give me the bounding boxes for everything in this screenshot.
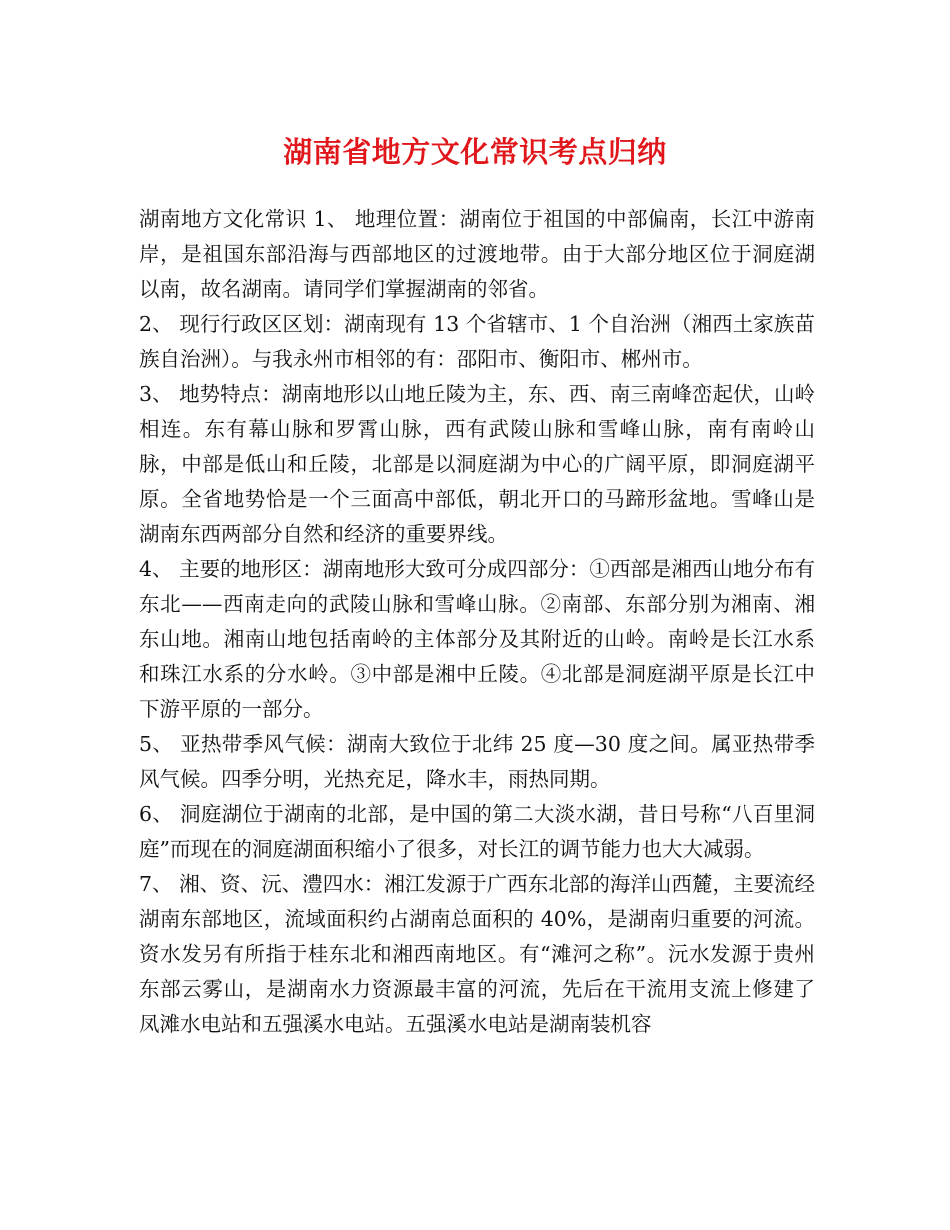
paragraph-5: 5、 亚热带季风气候：湖南大致位于北纬 25 度—30 度之间。属亚热带季风气候。四季分明，光热充足，降水丰，雨热同期。 bbox=[139, 732, 815, 791]
paragraph-1: 湖南地方文化常识 1、 地理位置：湖南位于祖国的中部偏南，长江中游南岸，是祖国东部沿海与西部地区的过渡地带。由于大部分地区位于洞庭湖以南，故名湖南。请同学们掌握湖南的邻省。 bbox=[139, 207, 815, 301]
paragraph-6: 6、 洞庭湖位于湖南的北部，是中国的第二大淡水湖，昔日号称“八百里洞庭”而现在的洞庭湖面积缩小了很多，对长江的调节能力也大大减弱。 bbox=[139, 802, 815, 861]
paragraph-4: 4、 主要的地形区：湖南地形大致可分成四部分：①西部是湘西山地分布有东北——西南走向的武陵山脉和雪峰山脉。②南部、东部分别为湘南、湘东山地。湘南山地包括南岭的主体部分及其附近的山岭。南岭是长江水系和珠江水系的分水岭。③中部是湘中丘陵。④北部是洞庭湖平原是长江中下游平原的一部分。 bbox=[139, 557, 815, 721]
page-title: 湖南省地方文化常识考点归纳 bbox=[283, 135, 667, 169]
paragraph-7: 7、 湘、资、沅、澧四水：湘江发源于广西东北部的海洋山西麓，主要流经湖南东部地区，流域面积约占湖南总面积的 40%，是湖南归重要的河流。资水发另有所指于桂东北和湘西南地区。有“滩河之称”。沅水发源于贵州东部云雾山，是湖南水力资源最丰富的河流，先后在干流用支流上修建了凤滩水电站和五强溪水电站。五强溪水电站是湖南装机容 bbox=[139, 872, 815, 1036]
document-body bbox=[139, 202, 815, 1042]
paragraph-2: 2、 现行行政区区划：湖南现有 13 个省辖市、1 个自治洲（湘西土家族苗族自治洲）。与我永州市相邻的有：邵阳市、衡阳市、郴州市。 bbox=[139, 312, 815, 371]
paragraph-3: 3、 地势特点：湖南地形以山地丘陵为主，东、西、南三南峰峦起伏，山岭相连。东有幕山脉和罗霄山脉，西有武陵山脉和雪峰山脉，南有南岭山脉，中部是低山和丘陵，北部是以洞庭湖为中心的广阔平原，即洞庭湖平原。全省地势恰是一个三面高中部低，朝北开口的马蹄形盆地。雪峰山是湖南东西两部分自然和经济的重要界线。 bbox=[139, 382, 815, 546]
